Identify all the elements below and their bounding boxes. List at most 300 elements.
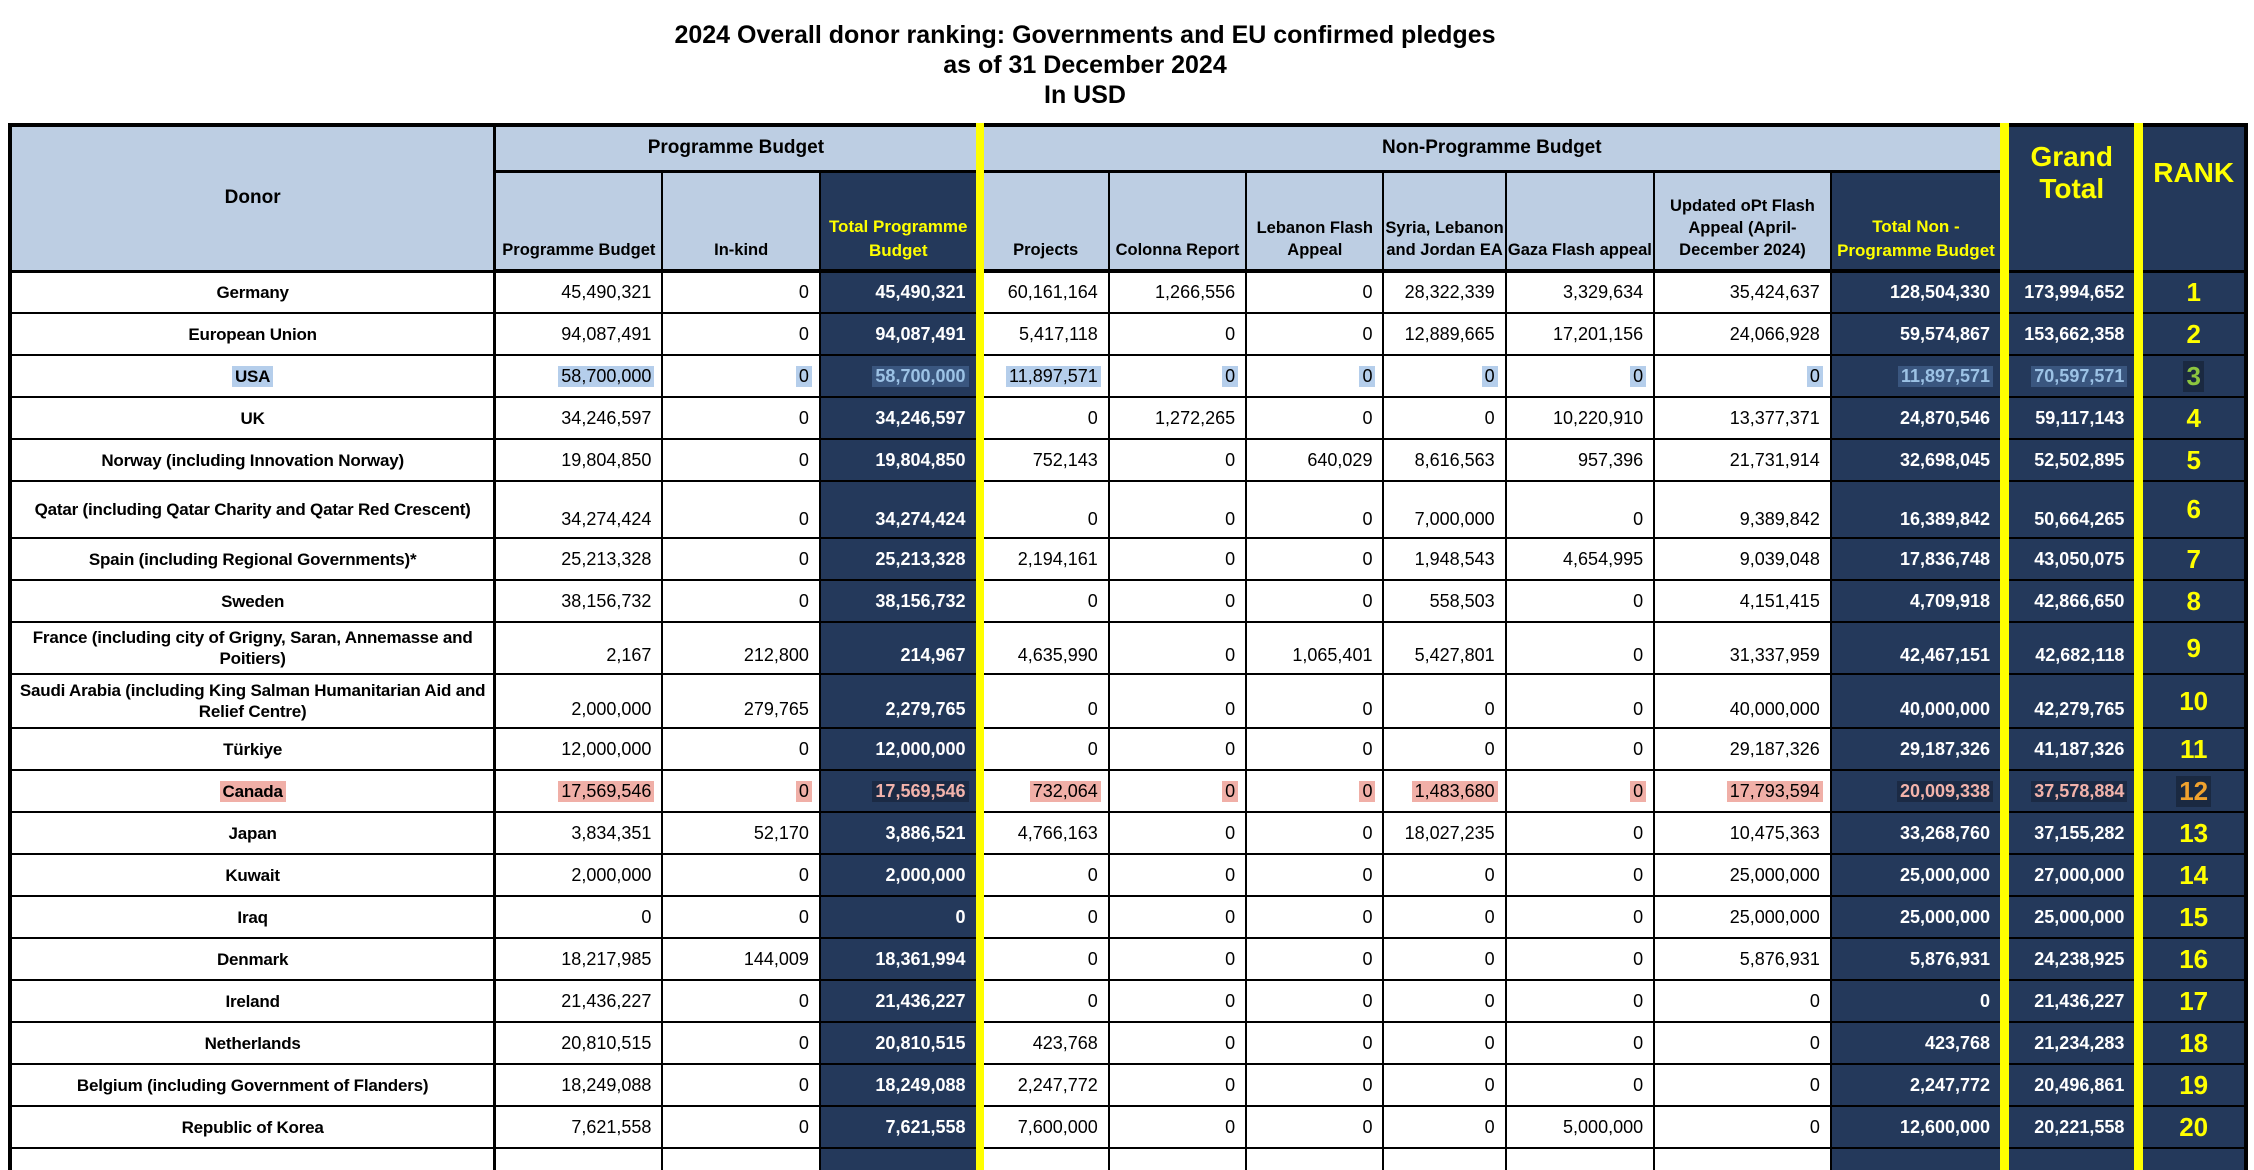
cell-updated-opt-flash-appeal[interactable] (1654, 313, 1831, 355)
cell-updated-opt-flash-appeal-value: 5,876,931 (1739, 948, 1820, 969)
donor-cell[interactable] (10, 938, 495, 980)
cell-total-non-programme-budget[interactable] (1831, 728, 2005, 770)
cell-lebanon-flash-appeal[interactable] (1246, 1148, 1383, 1170)
column-header-rank[interactable]: RANK (2139, 125, 2246, 271)
cell-gaza-flash-appeal[interactable] (1506, 770, 1654, 812)
donor-cell[interactable] (10, 313, 495, 355)
cell-programme-budget[interactable] (495, 313, 663, 355)
cell-total-non-programme-budget[interactable] (1831, 355, 2005, 397)
cell-gaza-flash-appeal[interactable] (1506, 1064, 1654, 1106)
cell-in-kind[interactable] (662, 355, 820, 397)
cell-projects[interactable] (980, 896, 1109, 938)
cell-colonna-report[interactable] (1109, 481, 1246, 538)
cell-in-kind[interactable] (662, 896, 820, 938)
rank-cell[interactable] (2139, 938, 2246, 980)
cell-updated-opt-flash-appeal[interactable] (1654, 397, 1831, 439)
cell-colonna-report[interactable] (1109, 439, 1246, 481)
cell-syria-lebanon-and-jordan-ea[interactable] (1383, 980, 1505, 1022)
cell-total-non-programme-budget[interactable] (1831, 313, 2005, 355)
cell-projects[interactable] (980, 980, 1109, 1022)
cell-colonna-report-value: 0 (1225, 590, 1236, 611)
cell-lebanon-flash-appeal[interactable] (1246, 355, 1383, 397)
cell-total-programme-budget[interactable] (820, 481, 980, 538)
cell-gaza-flash-appeal-value: 4,654,995 (1563, 548, 1644, 569)
cell-syria-lebanon-and-jordan-ea[interactable] (1383, 622, 1505, 674)
cell-grand-total[interactable] (2005, 355, 2139, 397)
cell-grand-total[interactable] (2005, 481, 2139, 538)
donor-cell[interactable] (10, 481, 495, 538)
cell-in-kind[interactable] (662, 980, 820, 1022)
rank-cell[interactable] (2139, 481, 2246, 538)
cell-colonna-report[interactable] (1109, 313, 1246, 355)
cell-total-programme-budget[interactable] (820, 812, 980, 854)
cell-lebanon-flash-appeal[interactable] (1246, 1106, 1383, 1148)
cell-projects[interactable] (980, 854, 1109, 896)
cell-colonna-report[interactable] (1109, 271, 1246, 313)
column-header-colonna-report[interactable]: Colonna Report (1109, 171, 1246, 271)
cell-projects[interactable] (980, 271, 1109, 313)
cell-updated-opt-flash-appeal-value: 0 (1809, 1116, 1820, 1137)
cell-grand-total[interactable] (2005, 271, 2139, 313)
cell-gaza-flash-appeal[interactable] (1506, 1148, 1654, 1170)
rank-cell[interactable] (2139, 622, 2246, 674)
cell-gaza-flash-appeal[interactable] (1506, 854, 1654, 896)
cell-colonna-report[interactable] (1109, 812, 1246, 854)
cell-total-programme-budget[interactable] (820, 271, 980, 313)
cell-grand-total[interactable] (2005, 1106, 2139, 1148)
cell-updated-opt-flash-appeal[interactable] (1654, 271, 1831, 313)
cell-in-kind[interactable] (662, 812, 820, 854)
donor-cell-value: Germany (216, 282, 289, 302)
cell-in-kind[interactable] (662, 313, 820, 355)
cell-colonna-report[interactable] (1109, 622, 1246, 674)
cell-gaza-flash-appeal[interactable] (1506, 1022, 1654, 1064)
column-header-lebanon-flash-appeal[interactable]: Lebanon Flash Appeal (1246, 171, 1383, 271)
cell-total-programme-budget[interactable] (820, 439, 980, 481)
cell-lebanon-flash-appeal[interactable] (1246, 728, 1383, 770)
cell-total-non-programme-budget[interactable] (1831, 980, 2005, 1022)
cell-grand-total[interactable] (2005, 980, 2139, 1022)
cell-in-kind[interactable] (662, 439, 820, 481)
cell-total-non-programme-budget[interactable] (1831, 1064, 2005, 1106)
cell-gaza-flash-appeal[interactable] (1506, 271, 1654, 313)
cell-programme-budget[interactable] (495, 770, 663, 812)
cell-colonna-report[interactable] (1109, 355, 1246, 397)
cell-total-programme-budget[interactable] (820, 770, 980, 812)
cell-total-programme-budget[interactable] (820, 580, 980, 622)
cell-programme-budget[interactable] (495, 439, 663, 481)
rank-cell[interactable] (2139, 313, 2246, 355)
cell-total-non-programme-budget[interactable] (1831, 481, 2005, 538)
rank-cell[interactable] (2139, 271, 2246, 313)
cell-grand-total[interactable] (2005, 538, 2139, 580)
rank-cell-value: 9 (2186, 632, 2201, 663)
donor-cell[interactable] (10, 397, 495, 439)
group-header-non-programme-budget[interactable]: Non-Programme Budget (980, 125, 2005, 171)
cell-total-non-programme-budget[interactable] (1831, 538, 2005, 580)
cell-updated-opt-flash-appeal[interactable] (1654, 355, 1831, 397)
cell-programme-budget[interactable] (495, 1064, 663, 1106)
cell-total-non-programme-budget[interactable] (1831, 1022, 2005, 1064)
cell-programme-budget[interactable] (495, 580, 663, 622)
cell-lebanon-flash-appeal[interactable] (1246, 1064, 1383, 1106)
donor-cell[interactable] (10, 439, 495, 481)
cell-lebanon-flash-appeal[interactable] (1246, 622, 1383, 674)
rank-cell[interactable] (2139, 728, 2246, 770)
cell-lebanon-flash-appeal[interactable] (1246, 938, 1383, 980)
donor-cell[interactable] (10, 1106, 495, 1148)
cell-programme-budget[interactable] (495, 538, 663, 580)
cell-total-non-programme-budget[interactable] (1831, 896, 2005, 938)
cell-syria-lebanon-and-jordan-ea[interactable] (1383, 1106, 1505, 1148)
cell-syria-lebanon-and-jordan-ea-value: 0 (1484, 1032, 1495, 1053)
cell-updated-opt-flash-appeal[interactable] (1654, 938, 1831, 980)
cell-updated-opt-flash-appeal[interactable] (1654, 580, 1831, 622)
cell-grand-total[interactable] (2005, 896, 2139, 938)
cell-syria-lebanon-and-jordan-ea[interactable] (1383, 1022, 1505, 1064)
cell-lebanon-flash-appeal[interactable] (1246, 271, 1383, 313)
cell-updated-opt-flash-appeal[interactable] (1654, 980, 1831, 1022)
cell-colonna-report[interactable] (1109, 1148, 1246, 1170)
cell-total-programme-budget[interactable] (820, 355, 980, 397)
cell-colonna-report[interactable] (1109, 854, 1246, 896)
cell-in-kind[interactable] (662, 854, 820, 896)
cell-programme-budget[interactable] (495, 355, 663, 397)
cell-projects[interactable] (980, 674, 1109, 728)
cell-in-kind-value: 279,765 (743, 699, 809, 719)
donor-cell[interactable] (10, 770, 495, 812)
column-header-grand-total[interactable]: Grand Total (2005, 125, 2139, 271)
cell-colonna-report[interactable] (1109, 980, 1246, 1022)
column-header-in-kind[interactable]: In-kind (662, 171, 820, 271)
cell-in-kind[interactable] (662, 397, 820, 439)
cell-syria-lebanon-and-jordan-ea[interactable] (1383, 271, 1505, 313)
cell-projects[interactable] (980, 1106, 1109, 1148)
cell-grand-total[interactable] (2005, 439, 2139, 481)
cell-lebanon-flash-appeal[interactable] (1246, 770, 1383, 812)
column-header-total-programme-budget[interactable]: Total Programme Budget (820, 171, 980, 271)
rank-cell[interactable] (2139, 1064, 2246, 1106)
cell-total-programme-budget[interactable] (820, 1106, 980, 1148)
cell-updated-opt-flash-appeal[interactable] (1654, 812, 1831, 854)
cell-gaza-flash-appeal[interactable] (1506, 481, 1654, 538)
rank-cell[interactable] (2139, 980, 2246, 1022)
cell-total-programme-budget[interactable] (820, 896, 980, 938)
donor-cell[interactable] (10, 854, 495, 896)
cell-grand-total[interactable] (2005, 728, 2139, 770)
title-line-2: as of 31 December 2024 (943, 51, 1227, 79)
cell-gaza-flash-appeal[interactable] (1506, 439, 1654, 481)
column-header-projects[interactable]: Projects (980, 171, 1109, 271)
cell-syria-lebanon-and-jordan-ea[interactable] (1383, 355, 1505, 397)
cell-grand-total[interactable] (2005, 1148, 2139, 1170)
cell-updated-opt-flash-appeal[interactable] (1654, 481, 1831, 538)
cell-projects[interactable] (980, 538, 1109, 580)
cell-total-programme-budget[interactable] (820, 1148, 980, 1170)
cell-in-kind[interactable] (662, 271, 820, 313)
cell-projects[interactable] (980, 355, 1109, 397)
cell-grand-total[interactable] (2005, 580, 2139, 622)
group-header-programme-budget[interactable]: Programme Budget (495, 125, 980, 171)
cell-total-non-programme-budget[interactable] (1831, 1148, 2005, 1170)
cell-total-non-programme-budget[interactable] (1831, 1106, 2005, 1148)
cell-syria-lebanon-and-jordan-ea[interactable] (1383, 938, 1505, 980)
cell-projects[interactable] (980, 770, 1109, 812)
cell-updated-opt-flash-appeal[interactable] (1654, 439, 1831, 481)
cell-lebanon-flash-appeal[interactable] (1246, 1022, 1383, 1064)
cell-in-kind[interactable] (662, 674, 820, 728)
cell-projects[interactable] (980, 313, 1109, 355)
cell-programme-budget[interactable] (495, 397, 663, 439)
cell-programme-budget[interactable] (495, 622, 663, 674)
cell-updated-opt-flash-appeal[interactable] (1654, 854, 1831, 896)
cell-lebanon-flash-appeal-value: 0 (1362, 990, 1373, 1011)
cell-syria-lebanon-and-jordan-ea[interactable] (1383, 1148, 1505, 1170)
cell-in-kind[interactable] (662, 1064, 820, 1106)
cell-total-non-programme-budget[interactable] (1831, 439, 2005, 481)
rank-cell[interactable] (2139, 1106, 2246, 1148)
cell-grand-total[interactable] (2005, 674, 2139, 728)
cell-grand-total[interactable] (2005, 622, 2139, 674)
cell-programme-budget[interactable] (495, 1106, 663, 1148)
cell-total-programme-budget[interactable] (820, 674, 980, 728)
cell-projects[interactable] (980, 938, 1109, 980)
cell-grand-total[interactable] (2005, 313, 2139, 355)
cell-projects[interactable] (980, 1148, 1109, 1170)
cell-programme-budget[interactable] (495, 812, 663, 854)
cell-colonna-report[interactable] (1109, 580, 1246, 622)
cell-gaza-flash-appeal[interactable] (1506, 397, 1654, 439)
cell-syria-lebanon-and-jordan-ea[interactable] (1383, 812, 1505, 854)
cell-projects[interactable] (980, 622, 1109, 674)
cell-updated-opt-flash-appeal[interactable] (1654, 1022, 1831, 1064)
donor-cell[interactable] (10, 271, 495, 313)
cell-total-non-programme-budget[interactable] (1831, 938, 2005, 980)
cell-colonna-report[interactable] (1109, 770, 1246, 812)
cell-syria-lebanon-and-jordan-ea[interactable] (1383, 1064, 1505, 1106)
cell-gaza-flash-appeal[interactable] (1506, 812, 1654, 854)
cell-updated-opt-flash-appeal[interactable] (1654, 674, 1831, 728)
donor-cell[interactable] (10, 728, 495, 770)
cell-syria-lebanon-and-jordan-ea[interactable] (1383, 896, 1505, 938)
rank-cell[interactable] (2139, 770, 2246, 812)
donor-cell[interactable] (10, 674, 495, 728)
cell-updated-opt-flash-appeal[interactable] (1654, 1148, 1831, 1170)
cell-syria-lebanon-and-jordan-ea[interactable] (1383, 439, 1505, 481)
cell-colonna-report[interactable] (1109, 397, 1246, 439)
donor-cell[interactable] (10, 538, 495, 580)
cell-lebanon-flash-appeal[interactable] (1246, 812, 1383, 854)
cell-in-kind[interactable] (662, 938, 820, 980)
cell-gaza-flash-appeal[interactable] (1506, 980, 1654, 1022)
cell-in-kind[interactable] (662, 1022, 820, 1064)
cell-projects[interactable] (980, 1064, 1109, 1106)
cell-colonna-report[interactable] (1109, 674, 1246, 728)
cell-updated-opt-flash-appeal[interactable] (1654, 728, 1831, 770)
cell-syria-lebanon-and-jordan-ea[interactable] (1383, 770, 1505, 812)
cell-programme-budget[interactable] (495, 1022, 663, 1064)
cell-gaza-flash-appeal[interactable] (1506, 674, 1654, 728)
cell-total-non-programme-budget[interactable] (1831, 622, 2005, 674)
donor-cell[interactable] (10, 1064, 495, 1106)
cell-programme-budget[interactable] (495, 896, 663, 938)
donor-cell[interactable] (10, 622, 495, 674)
cell-grand-total[interactable] (2005, 397, 2139, 439)
cell-gaza-flash-appeal[interactable] (1506, 896, 1654, 938)
cell-gaza-flash-appeal[interactable] (1506, 1106, 1654, 1148)
cell-gaza-flash-appeal[interactable] (1506, 580, 1654, 622)
rank-cell[interactable] (2139, 674, 2246, 728)
rank-cell[interactable] (2139, 439, 2246, 481)
rank-cell[interactable] (2139, 580, 2246, 622)
cell-programme-budget[interactable] (495, 1148, 663, 1170)
cell-updated-opt-flash-appeal[interactable] (1654, 770, 1831, 812)
cell-updated-opt-flash-appeal[interactable] (1654, 1106, 1831, 1148)
rank-cell[interactable] (2139, 538, 2246, 580)
rank-cell[interactable] (2139, 355, 2246, 397)
column-header-syria-lebanon-and-jordan-ea[interactable]: Syria, Lebanon and Jordan EA (1383, 171, 1505, 271)
cell-updated-opt-flash-appeal[interactable] (1654, 1064, 1831, 1106)
rank-cell[interactable] (2139, 1022, 2246, 1064)
cell-programme-budget[interactable] (495, 854, 663, 896)
cell-colonna-report[interactable] (1109, 896, 1246, 938)
cell-programme-budget[interactable] (495, 728, 663, 770)
cell-syria-lebanon-and-jordan-ea[interactable] (1383, 674, 1505, 728)
cell-total-programme-budget[interactable] (820, 313, 980, 355)
donor-cell[interactable] (10, 1148, 495, 1170)
cell-total-programme-budget[interactable] (820, 938, 980, 980)
cell-total-programme-budget[interactable] (820, 980, 980, 1022)
cell-updated-opt-flash-appeal[interactable] (1654, 538, 1831, 580)
column-header-gaza-flash-appeal[interactable]: Gaza Flash appeal (1506, 171, 1654, 271)
cell-updated-opt-flash-appeal[interactable] (1654, 622, 1831, 674)
cell-projects[interactable] (980, 580, 1109, 622)
cell-in-kind[interactable] (662, 538, 820, 580)
cell-programme-budget[interactable] (495, 938, 663, 980)
cell-gaza-flash-appeal[interactable] (1506, 355, 1654, 397)
cell-lebanon-flash-appeal[interactable] (1246, 980, 1383, 1022)
donor-cell[interactable] (10, 812, 495, 854)
rank-cell[interactable] (2139, 1148, 2246, 1170)
cell-total-non-programme-budget[interactable] (1831, 397, 2005, 439)
cell-total-programme-budget[interactable] (820, 622, 980, 674)
cell-lebanon-flash-appeal[interactable] (1246, 397, 1383, 439)
cell-lebanon-flash-appeal[interactable] (1246, 854, 1383, 896)
cell-in-kind[interactable] (662, 622, 820, 674)
cell-colonna-report[interactable] (1109, 538, 1246, 580)
cell-programme-budget[interactable] (495, 674, 663, 728)
rank-cell[interactable] (2139, 854, 2246, 896)
cell-grand-total[interactable] (2005, 812, 2139, 854)
cell-lebanon-flash-appeal[interactable] (1246, 580, 1383, 622)
cell-total-programme-budget[interactable] (820, 1022, 980, 1064)
cell-colonna-report[interactable] (1109, 1106, 1246, 1148)
cell-in-kind[interactable] (662, 770, 820, 812)
cell-colonna-report[interactable] (1109, 938, 1246, 980)
cell-grand-total[interactable] (2005, 854, 2139, 896)
cell-colonna-report[interactable] (1109, 728, 1246, 770)
rank-cell[interactable] (2139, 812, 2246, 854)
cell-grand-total[interactable] (2005, 1022, 2139, 1064)
cell-syria-lebanon-and-jordan-ea[interactable] (1383, 397, 1505, 439)
column-header-donor[interactable]: Donor (10, 125, 495, 271)
column-header-updated-opt-flash-appeal[interactable]: Updated oPt Flash Appeal (April-December 2024) (1654, 171, 1831, 271)
cell-gaza-flash-appeal[interactable] (1506, 313, 1654, 355)
cell-lebanon-flash-appeal[interactable] (1246, 313, 1383, 355)
donor-cell[interactable] (10, 1022, 495, 1064)
cell-updated-opt-flash-appeal[interactable] (1654, 896, 1831, 938)
donor-cell[interactable] (10, 355, 495, 397)
cell-syria-lebanon-and-jordan-ea[interactable] (1383, 580, 1505, 622)
donor-cell[interactable] (10, 580, 495, 622)
cell-projects[interactable] (980, 439, 1109, 481)
cell-gaza-flash-appeal[interactable] (1506, 622, 1654, 674)
cell-lebanon-flash-appeal[interactable] (1246, 674, 1383, 728)
cell-total-programme-budget[interactable] (820, 728, 980, 770)
cell-total-non-programme-budget[interactable] (1831, 854, 2005, 896)
cell-total-non-programme-budget[interactable] (1831, 580, 2005, 622)
cell-total-programme-budget[interactable] (820, 854, 980, 896)
rank-cell-value: 11 (2179, 733, 2208, 764)
cell-lebanon-flash-appeal[interactable] (1246, 439, 1383, 481)
cell-gaza-flash-appeal[interactable] (1506, 938, 1654, 980)
cell-in-kind[interactable] (662, 728, 820, 770)
cell-colonna-report[interactable] (1109, 1064, 1246, 1106)
donor-cell[interactable] (10, 896, 495, 938)
cell-syria-lebanon-and-jordan-ea[interactable] (1383, 854, 1505, 896)
cell-grand-total[interactable] (2005, 1064, 2139, 1106)
column-header-total-non-programme-budget[interactable]: Total Non - Programme Budget (1831, 171, 2005, 271)
donor-cell[interactable] (10, 980, 495, 1022)
cell-syria-lebanon-and-jordan-ea[interactable] (1383, 538, 1505, 580)
cell-in-kind[interactable] (662, 1106, 820, 1148)
cell-in-kind[interactable] (662, 481, 820, 538)
cell-total-programme-budget[interactable] (820, 397, 980, 439)
cell-in-kind[interactable] (662, 580, 820, 622)
cell-lebanon-flash-appeal[interactable] (1246, 538, 1383, 580)
cell-syria-lebanon-and-jordan-ea[interactable] (1383, 728, 1505, 770)
cell-programme-budget[interactable] (495, 980, 663, 1022)
cell-in-kind[interactable] (662, 1148, 820, 1170)
cell-gaza-flash-appeal[interactable] (1506, 728, 1654, 770)
cell-grand-total[interactable] (2005, 938, 2139, 980)
cell-lebanon-flash-appeal[interactable] (1246, 481, 1383, 538)
cell-total-programme-budget[interactable] (820, 538, 980, 580)
cell-projects[interactable] (980, 397, 1109, 439)
rank-cell[interactable] (2139, 896, 2246, 938)
cell-projects[interactable] (980, 728, 1109, 770)
cell-total-non-programme-budget[interactable] (1831, 674, 2005, 728)
cell-projects[interactable] (980, 812, 1109, 854)
cell-grand-total[interactable] (2005, 770, 2139, 812)
cell-total-programme-budget[interactable] (820, 1064, 980, 1106)
column-header-programme-budget[interactable]: Programme Budget (495, 171, 663, 271)
cell-lebanon-flash-appeal[interactable] (1246, 896, 1383, 938)
cell-lebanon-flash-appeal-value: 0 (1362, 590, 1373, 611)
cell-projects[interactable] (980, 1022, 1109, 1064)
cell-syria-lebanon-and-jordan-ea[interactable] (1383, 313, 1505, 355)
cell-programme-budget[interactable] (495, 481, 663, 538)
cell-projects[interactable] (980, 481, 1109, 538)
cell-total-non-programme-budget[interactable] (1831, 271, 2005, 313)
cell-total-non-programme-budget[interactable] (1831, 770, 2005, 812)
cell-syria-lebanon-and-jordan-ea[interactable] (1383, 481, 1505, 538)
cell-colonna-report[interactable] (1109, 1022, 1246, 1064)
cell-programme-budget[interactable] (495, 271, 663, 313)
rank-cell[interactable] (2139, 397, 2246, 439)
cell-gaza-flash-appeal[interactable] (1506, 538, 1654, 580)
cell-total-non-programme-budget[interactable] (1831, 812, 2005, 854)
